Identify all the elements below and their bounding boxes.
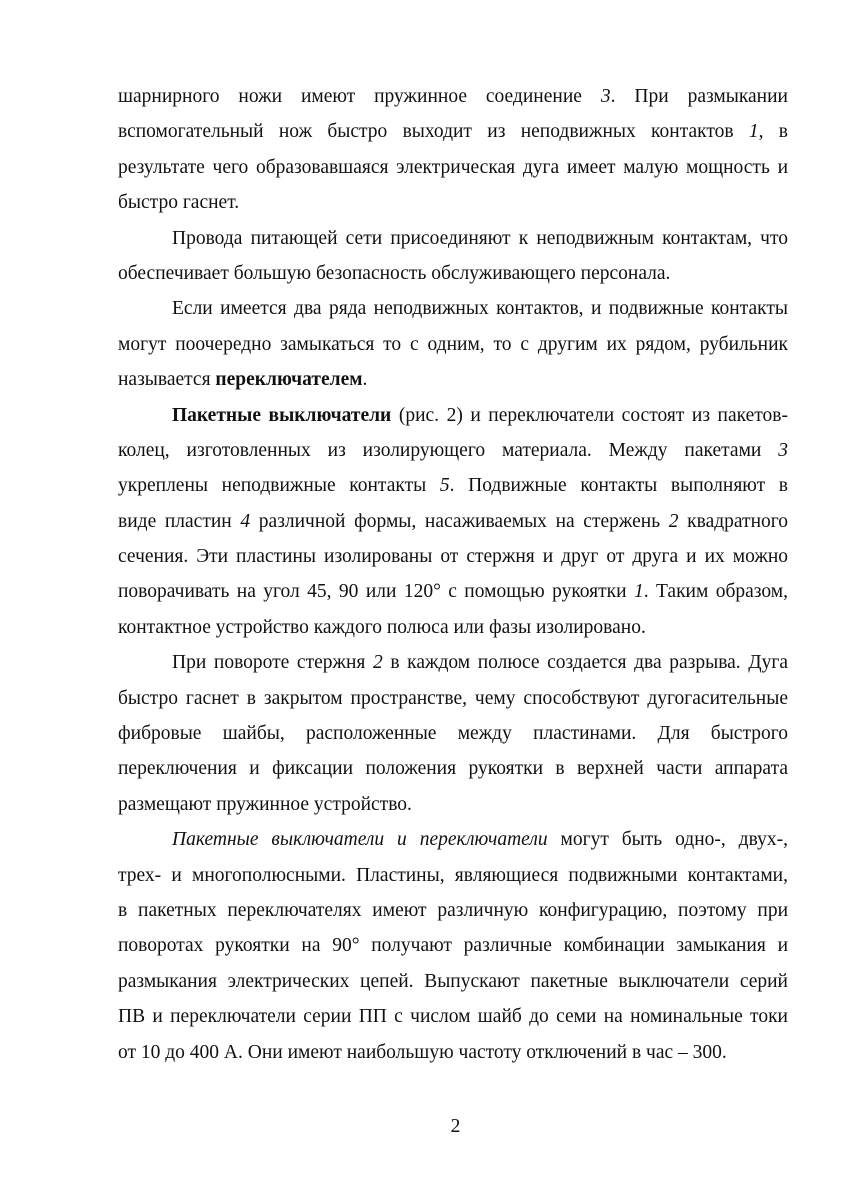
text-segment: , в [758, 121, 788, 143]
text-line [118, 645, 788, 680]
text-line [118, 716, 788, 751]
italic-text: 2 [668, 510, 679, 532]
text-line [118, 433, 788, 468]
text-segment: могут поочередно замыкаться то с одним, то с другим их рядом, рубильник [118, 333, 788, 355]
text-segment: переключения и фиксации положения рукоятки в верхней части аппарата [118, 758, 788, 780]
text-line [118, 1035, 788, 1070]
text-line [118, 291, 788, 326]
text-segment: укреплены неподвижные контакты [118, 475, 440, 497]
italic-text: 1 [748, 121, 759, 143]
text-line [118, 610, 788, 645]
text-line [118, 327, 788, 362]
italic-text: 4 [240, 510, 251, 532]
text-line [118, 999, 788, 1034]
text-segment: в пакетных переключателях имеют различную конфигурацию, поэтому при [118, 899, 788, 921]
text-segment: контактное устройство каждого полюса или фазы изолировано. [118, 616, 646, 638]
text-line [118, 787, 788, 822]
text-segment: ПВ и переключатели серии ПП с числом шайб до семи на номинальные токи [118, 1006, 788, 1028]
text-line [118, 185, 788, 220]
text-segment: . Таким образом, [643, 581, 788, 603]
text-segment: фибровые шайбы, расположенные между пластинами. Для быстрого [118, 723, 788, 745]
text-segment: размещают пружинное устройство. [118, 793, 412, 815]
text-segment: Если имеется два ряда неподвижных контактов, и подвижные контакты [172, 298, 788, 320]
text-line [118, 221, 788, 256]
text-segment: шарнирного ножи имеют пружинное соединение [118, 86, 601, 107]
text-line [118, 398, 788, 433]
text-line [118, 964, 788, 999]
paragraph [118, 398, 788, 646]
text-line [118, 574, 788, 609]
text-line [118, 468, 788, 503]
text-line [118, 79, 788, 114]
text-segment: от 10 до 400 А. Они имеют наибольшую частоту отключений в час – 300. [118, 1041, 727, 1063]
bold-term: Пакетные выключатели [172, 404, 392, 426]
text-segment: . Подвижные контакты выполняют в [449, 475, 788, 497]
text-segment: (рис. 2) и переключатели состоят из пакетов- [391, 404, 788, 426]
text-line [118, 681, 788, 716]
paragraph [118, 79, 788, 221]
italic-text: 1 [633, 581, 644, 603]
text-line [118, 539, 788, 574]
text-segment: виде пластин [118, 510, 241, 532]
italic-text: 5 [439, 475, 450, 497]
text-segment: При повороте стержня [172, 652, 373, 674]
page-number: 2 [450, 1116, 461, 1137]
text-segment: трех- и многополюсными. Пластины, являющиеся подвижными контактами, [118, 864, 788, 886]
text-segment: . [362, 369, 368, 391]
text-line [118, 362, 788, 397]
document-body [118, 79, 788, 1070]
text-segment: . При размыкании [610, 86, 788, 107]
text-segment: называется [118, 369, 216, 391]
text-segment: поворотах рукоятки на 90° получают различные комбинации замыкания и [118, 935, 788, 957]
italic-text: 3 [600, 86, 611, 107]
text-segment: поворачивать на угол 45, 90 или 120° с помощью рукоятки [118, 581, 634, 603]
text-line [118, 822, 788, 857]
text-line [118, 893, 788, 928]
text-line [118, 858, 788, 893]
text-line [118, 928, 788, 963]
text-line [118, 751, 788, 786]
text-segment: колец, изготовленных из изолирующего материала. Между пакетами [118, 439, 779, 461]
text-line [118, 504, 788, 539]
text-line [118, 150, 788, 185]
paragraph [118, 822, 788, 1070]
text-segment: размыкания электрических цепей. Выпускают пакетные выключатели серий [118, 970, 788, 992]
text-segment: могут быть одно-, двух-, [547, 829, 789, 851]
text-segment: обеспечивает большую безопасность обслуживающего персонала. [118, 262, 671, 284]
text-segment: вспомогательный нож быстро выходит из неподвижных контактов [118, 121, 749, 143]
text-line [118, 114, 788, 149]
italic-text: Пакетные выключатели и переключатели [172, 829, 548, 851]
text-segment: Провода питающей сети присоединяют к неподвижным контактам, что [172, 227, 788, 249]
text-line [118, 256, 788, 291]
paragraph [118, 221, 788, 292]
paragraph [118, 291, 788, 397]
paragraph [118, 645, 788, 822]
text-segment: сечения. Эти пластины изолированы от стержня и друг от друга и их можно [118, 546, 788, 568]
text-segment: различной формы, насаживаемых на стержень [250, 510, 669, 532]
bold-term: переключателем [215, 369, 363, 391]
text-segment: квадратного [678, 510, 789, 532]
text-segment: быстро гаснет в закрытом пространстве, чему способствуют дугогасительные [118, 687, 788, 709]
text-segment: результате чего образовавшаяся электрическая дуга имеет малую мощность и [118, 156, 788, 178]
italic-text: 2 [373, 652, 383, 674]
text-segment: быстро гаснет. [118, 192, 240, 214]
italic-text: 3 [778, 439, 788, 461]
text-segment: в каждом полюсе создается два разрыва. Дуга [382, 652, 788, 674]
